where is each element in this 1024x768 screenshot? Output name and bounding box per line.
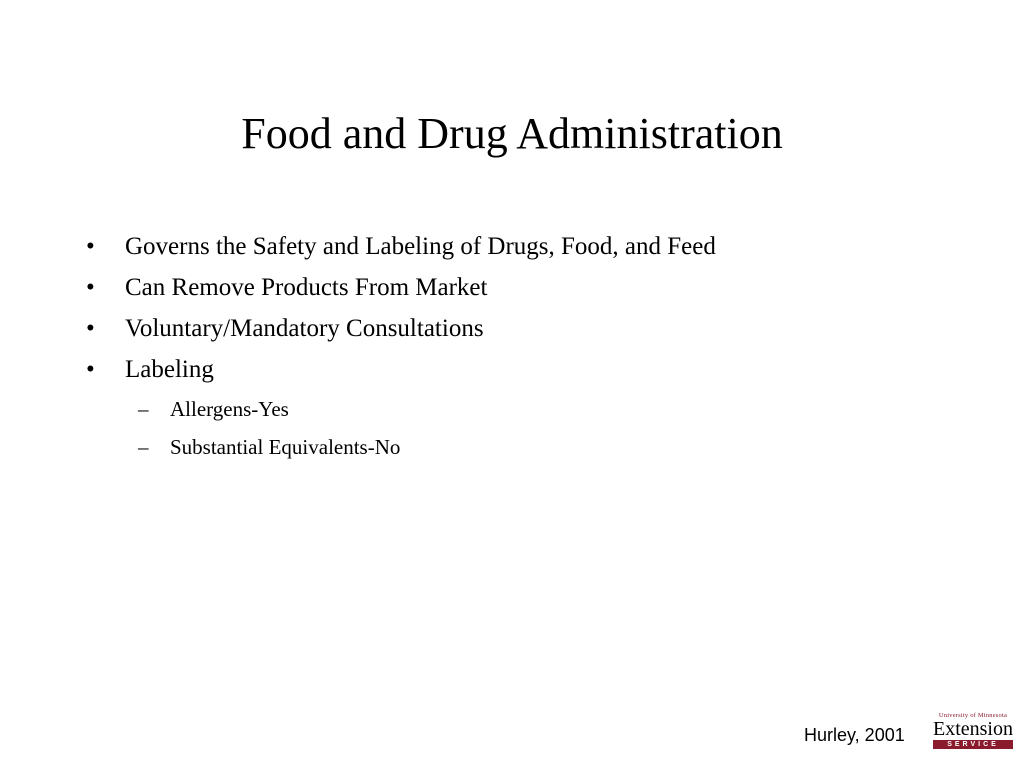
logo-service-band: SERVICE [933, 740, 1013, 749]
bullet-item [86, 267, 966, 308]
bullet-text: Governs the Safety and Labeling of Drugs, Food, and Feed [125, 233, 716, 260]
logo-university-name: University of Minnesota [938, 712, 1008, 719]
sub-bullet-marker: – [138, 397, 149, 421]
bullet-marker: • [86, 356, 95, 383]
bullet-item [86, 308, 966, 349]
sub-bullet-marker: – [138, 435, 149, 459]
logo-extension-wordmark: Extension [933, 718, 1013, 740]
bullet-text: Can Remove Products From Market [125, 274, 488, 301]
sub-bullet-text: Substantial Equivalents-No [170, 435, 401, 459]
bullet-marker: • [86, 233, 95, 260]
slide-title: Food and Drug Administration [241, 109, 783, 158]
bullet-item [86, 226, 966, 267]
bullet-text: Labeling [125, 356, 214, 383]
sub-bullet-text: Allergens-Yes [170, 397, 289, 421]
citation-credit: Hurley, 2001 [804, 725, 905, 745]
bullet-item [86, 349, 966, 390]
extension-logo [931, 712, 1015, 750]
bullet-marker: • [86, 274, 95, 301]
bullet-list [86, 226, 966, 466]
sub-bullet-item [86, 428, 966, 466]
bullet-marker: • [86, 315, 95, 342]
sub-bullet-item [86, 390, 966, 428]
bullet-text: Voluntary/Mandatory Consultations [125, 315, 484, 342]
